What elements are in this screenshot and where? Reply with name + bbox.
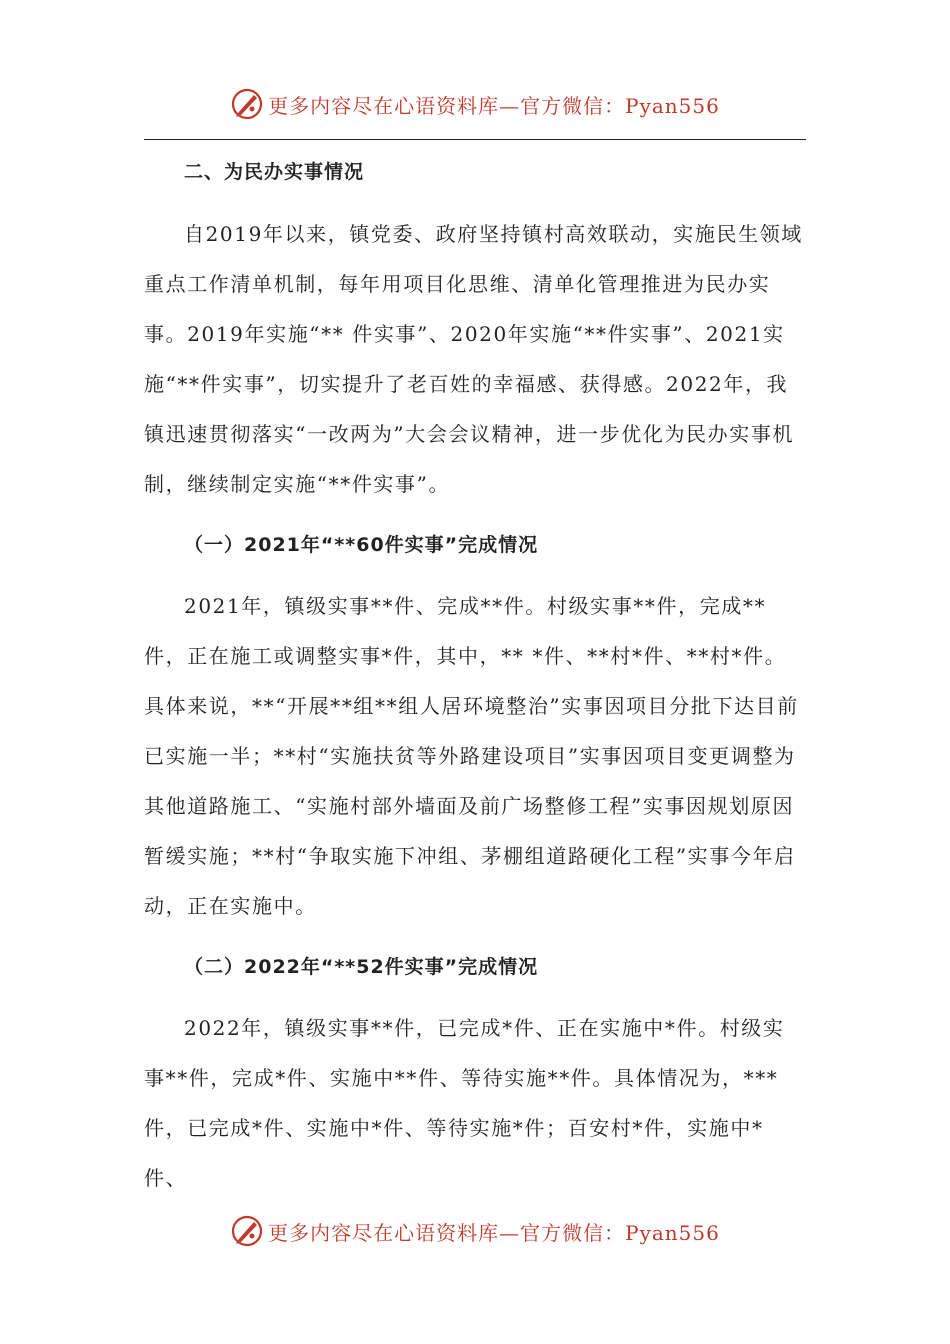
- footer-banner-text: 更多内容尽在心语资料库—官方微信：Pyan556: [268, 1220, 720, 1245]
- header-banner-text: 更多内容尽在心语资料库—官方微信：Pyan556: [268, 93, 720, 118]
- subsection-1-body: 2021年，镇级实事**件、完成**件。村级实事**件，完成**件，正在施工或调整实事*件，其中，** *件、**村*件、**村*件。具体来说，**“开展**组**组人居环境整治”实事因项目分批下达目前已实施一半；**村“实施扶贫等外路建设项目”实事因项目变更调整为其他道路施工、“实施村部外墙面及前广场整修工程”实事因规划原因暂缓实施；**村“争取实施下冲组、茅棚组道路硬化工程”实事今年启动，正在实施中。: [144, 594, 799, 918]
- pen-seal-logo-icon: [230, 1214, 264, 1248]
- pen-seal-logo-icon: [230, 87, 264, 121]
- subsection-2-title: （二）2022年“**52件实事”完成情况: [184, 956, 539, 978]
- subsection-2-body: 2022年，镇级实事**件，已完成*件、正在实施中*件。村级实事**件，完成*件、实施中**件、等待实施**件。具体情况为，***件，已完成*件、实施中*件、等待实施*件；百安村*件，实施中*件、: [144, 1016, 785, 1190]
- intro-paragraph: 自2019年以来，镇党委、政府坚持镇村高效联动，实施民生领域重点工作清单机制，每年用项目化思维、清单化管理推进为民办实事。2019年实施“** 件实事”、2020年实施“**件实事”、2021实施“**件实事”，切实提升了老百姓的幸福感、获得感。2022年，我镇迅速贯彻落实“一改两为”大会会议精神，进一步优化为民办实事机制，继续制定实施“**件实事”。: [144, 222, 803, 496]
- section-title: 二、为民办实事情况: [184, 161, 365, 183]
- footer-banner: [0, 1211, 950, 1251]
- header-divider: [144, 139, 806, 140]
- header-banner: [0, 84, 950, 124]
- subsection-1-title: （一）2021年“**60件实事”完成情况: [184, 534, 539, 556]
